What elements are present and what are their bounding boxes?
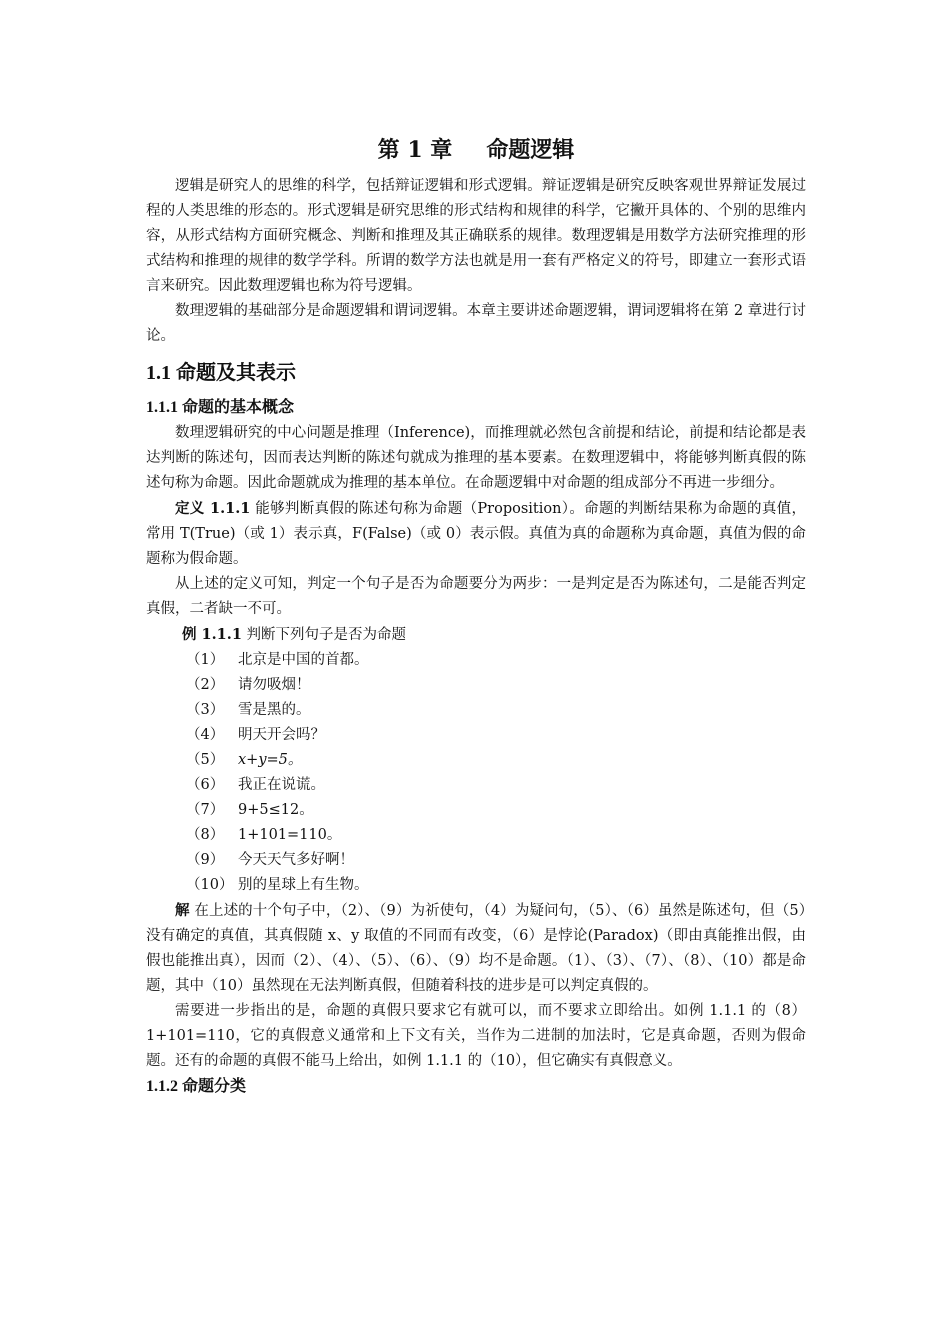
list-item: [186, 698, 806, 723]
item-text: 今天天气多好啊！: [238, 852, 354, 868]
list-item: [186, 798, 806, 823]
subsection-heading-2: 1.1.2 命题分类: [146, 1078, 247, 1095]
intro-paragraph-2: 数理逻辑的基础部分是命题逻辑和谓词逻辑。本章主要讲述命题逻辑，谓词逻辑将在第 2 章进行讨论。: [146, 303, 806, 344]
solution-label: 解: [175, 902, 190, 919]
list-item: [186, 823, 806, 848]
item-number: （3）: [186, 702, 225, 718]
section-heading: 1.1 命题及其表示: [146, 362, 296, 384]
item-text: 别的星球上有生物。: [238, 877, 369, 893]
item-text: 明天开会吗？: [238, 727, 325, 743]
intro-paragraph-1: 逻辑是研究人的思维的科学，包括辩证逻辑和形式逻辑。辩证逻辑是研究反映客观世界辩证发展过程的人类思维的形态的。形式逻辑是研究思维的形式结构和规律的科学，它撇开具体的、个别的思维内容，从形式结构方面研究概念、判断和推理及其正确联系的规律。数理逻辑是用数学方法研究推理的形式结构和推理的规律的数学学科。所谓的数学方法也就是用一套有严格定义的符号，即建立一套形式语言来研究。因此数理逻辑也称为符号逻辑。: [146, 178, 806, 294]
chapter-name: 命题逻辑: [486, 137, 575, 163]
item-number: （7）: [186, 802, 225, 818]
solution-text: 在上述的十个句子中，（2）、（9）为祈使句，（4）为疑问句，（5）、（6）虽然是陈述句，但（5）没有确定的真值，其真假随 x、y 取值的不同而有改变，（6）是悖论(Paradox)（即由真能推出假，由假也能推出真），因而（2）、（4）、（5）、（6）、（9）均不是命题。（1）、（3）、（7）、（8）、（10）都是命题，其中（10）虽然现在无法判断真假，但随着科技的进步是可以判定真假的。: [146, 903, 807, 994]
item-number: （5）: [186, 752, 225, 768]
list-item: [186, 873, 806, 898]
item-number: （6）: [186, 777, 225, 793]
item-text: 雪是黑的。: [238, 702, 311, 718]
definition-paragraph: [146, 496, 806, 572]
example-list: [146, 648, 806, 898]
item-text: 请勿吸烟！: [238, 677, 311, 693]
item-number: （9）: [186, 852, 225, 868]
list-item: [186, 648, 806, 673]
example-text: 判断下列句子是否为命题: [241, 627, 407, 643]
item-text: x+y=5。: [238, 752, 303, 768]
item-number: （2）: [186, 677, 225, 693]
item-text: 北京是中国的首都。: [238, 652, 369, 668]
chapter-title: [146, 134, 806, 166]
inference-paragraph: 数理逻辑研究的中心问题是推理（Inference)，而推理就必然包含前提和结论，前提和结论都是表达判断的陈述句，因而表达判断的陈述句就成为推理的基本要素。在数理逻辑中，将能够判断真假的陈述句称为命题。因此命题就成为推理的基本单位。在命题逻辑中对命题的组成部分不再进一步细分。: [146, 425, 806, 491]
item-text: 我正在说谎。: [238, 777, 325, 793]
example-heading: [182, 622, 806, 648]
list-item: [186, 773, 806, 798]
subsection-heading-1: 1.1.1 命题的基本概念: [146, 399, 295, 416]
list-item: [186, 723, 806, 748]
list-item: [186, 748, 806, 773]
definition-label: 定义 1.1.1: [175, 500, 251, 517]
steps-paragraph: 从上述的定义可知，判定一个句子是否为命题要分为两步：一是判定是否为陈述句，二是能否判定真假，二者缺一不可。: [146, 576, 806, 617]
note-paragraph: 需要进一步指出的是，命题的真假只要求它有就可以，而不要求立即给出。如例 1.1.1 的（8）1+101=110，它的真假意义通常和上下文有关，当作为二进制的加法时，它是真命题，否则为假命题。还有的命题的真假不能马上给出，如例 1.1.1 的（10），但它确实有真假意义。: [146, 1003, 806, 1069]
list-item: [186, 848, 806, 873]
list-item: [186, 673, 806, 698]
solution-paragraph: [146, 898, 806, 999]
item-text: 9+5≤12。: [238, 802, 314, 818]
item-text: 1+101=110。: [238, 827, 342, 843]
page-content: [146, 134, 806, 1100]
item-number: （1）: [186, 652, 225, 668]
item-number: （10）: [186, 877, 234, 893]
chapter-number: 第 1 章: [377, 137, 453, 163]
item-number: （8）: [186, 827, 225, 843]
example-label: 例 1.1.1: [182, 626, 242, 643]
definition-text: 能够判断真假的陈述句称为命题（Proposition）。命题的判断结果称为命题的真值，常用 T(True)（或 1）表示真，F(False)（或 0）表示假。真值为真的命题称为真命题，真值为假的命题称为假命题。: [146, 501, 806, 567]
item-number: （4）: [186, 727, 225, 743]
